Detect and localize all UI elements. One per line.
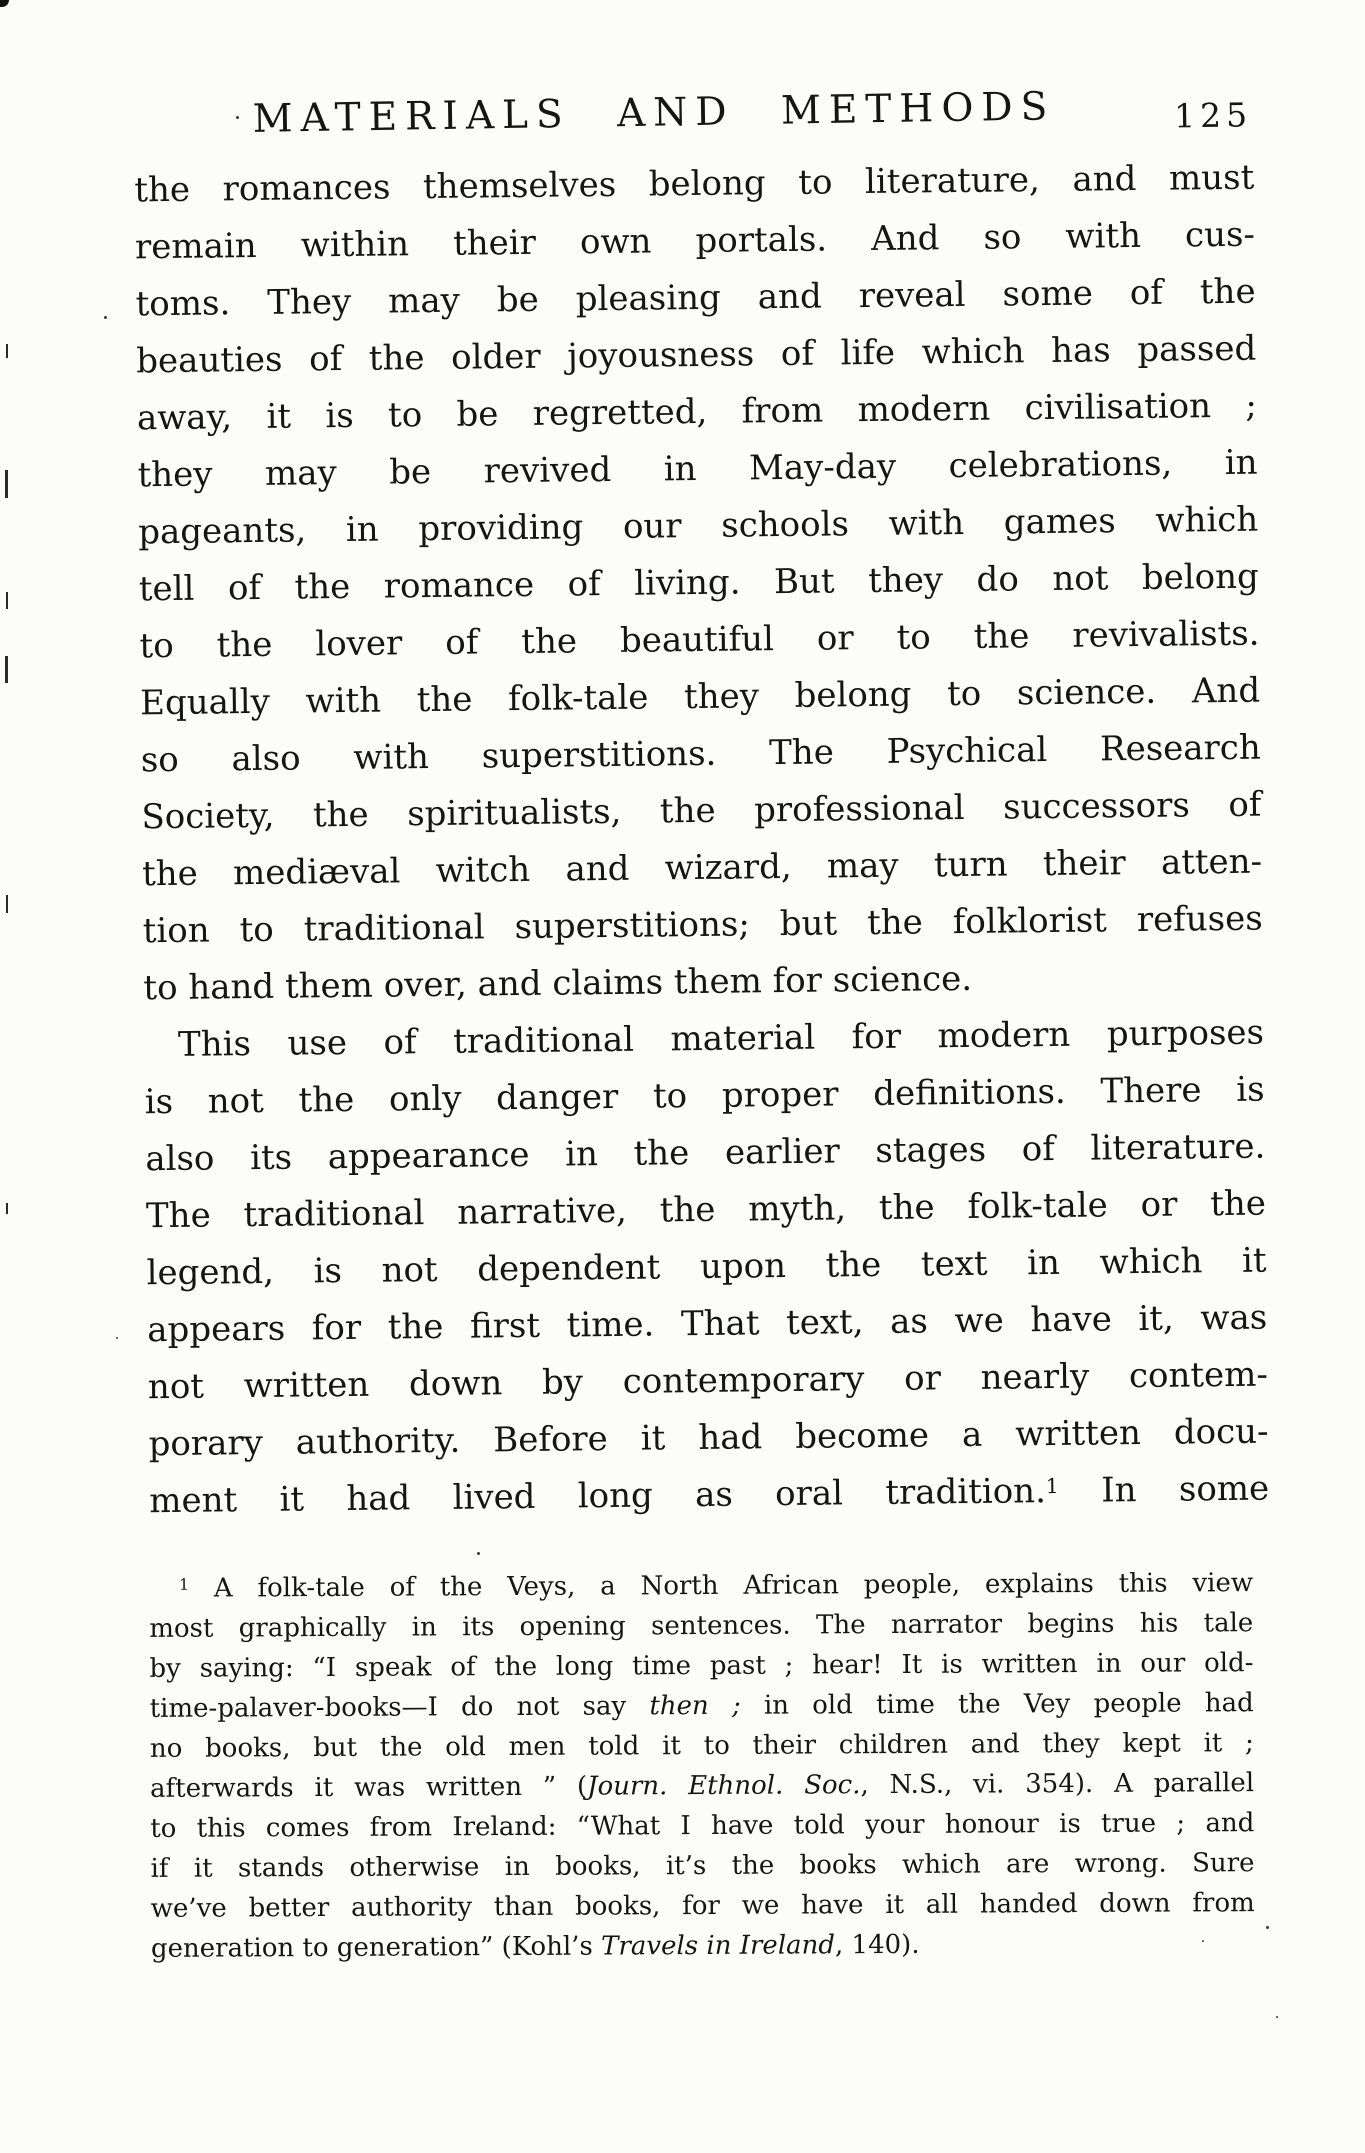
footnote-line: if it stands otherwise in books, it’s the books which are wrong. Sure <box>150 1848 1255 1884</box>
scan-artifact <box>6 1203 8 1214</box>
body-line: the mediæval witch and wizard, may turn their atten- <box>141 841 1263 895</box>
body-line: This use of traditional material for modern purposes <box>177 1012 1265 1065</box>
footnote-line: time-palaver-books—I do not say then ; in old time the Vey people had <box>149 1688 1254 1724</box>
footnote-line: generation to generation” (Kohl’s Travels in Ireland, 140). <box>150 1929 920 1964</box>
footnote-line: to this comes from Ireland: “What I have told your honour is true ; and <box>150 1808 1255 1844</box>
scan-speck <box>116 1337 118 1339</box>
body-line: also its appearance in the earlier stages of literature. <box>145 1126 1266 1180</box>
body-line: porary authority. Before it had become a written docu- <box>148 1411 1269 1465</box>
body-line: beauties of the older joyousness of life which has passed <box>136 328 1257 382</box>
body-line: The traditional narrative, the myth, the folk-tale or the <box>145 1183 1267 1237</box>
scan-speck <box>236 116 239 119</box>
footnote-line: no books, but the old men told it to their children and they kept it ; <box>149 1728 1254 1764</box>
scan-artifact <box>6 895 8 913</box>
footnote-line: we’ve better authority than books, for we have it all handed down from <box>150 1888 1255 1924</box>
scan-speck <box>104 316 107 319</box>
page-number: 125 <box>1173 95 1253 136</box>
scan-artifact <box>6 592 8 609</box>
footnote-line: most graphically in its opening sentences. The narrator begins his tale <box>149 1608 1254 1644</box>
body-line: away, it is to be regretted, from modern civilisation ; <box>136 385 1258 439</box>
body-line: tion to traditional superstitions; but the folklorist refuses <box>142 898 1263 952</box>
scan-speck <box>1266 1926 1269 1929</box>
body-line: appears for the first time. That text, as we have it, was <box>147 1297 1268 1351</box>
scan-artifact <box>6 344 8 358</box>
body-line: pageants, in providing our schools with games which <box>138 499 1259 553</box>
body-line: tell of the romance of living. But they do not belong <box>138 556 1260 610</box>
footnote-line: by saying: “I speak of the long time past ; hear! It is written in our old- <box>149 1648 1254 1684</box>
main-text <box>134 150 1269 1531</box>
scan-artifact <box>5 470 8 498</box>
scan-speck <box>1202 1940 1204 1942</box>
body-line: so also with superstitions. The Psychical Research <box>140 727 1261 781</box>
body-line: legend, is not dependent upon the text in which it <box>146 1240 1267 1294</box>
body-line: not written down by contemporary or nearly contem- <box>147 1354 1269 1408</box>
body-line: Equally with the folk-tale they belong to science. And <box>139 670 1261 724</box>
page-title: MATERIALS AND METHODS <box>252 84 1056 142</box>
footnote <box>149 1563 1255 1969</box>
body-line: toms. They may be pleasing and reveal some of the <box>135 271 1256 325</box>
footnote-line: $^1$ A folk-tale of the Veys, a North African people, explains this view <box>178 1568 1254 1604</box>
body-line: to the lover of the beautiful or to the revivalists. <box>139 613 1260 667</box>
body-line: to hand them over, and claims them for science. <box>143 958 973 1009</box>
running-head <box>134 81 1255 144</box>
body-line: they may be revived in May-day celebrations, in <box>137 442 1258 496</box>
body-line: remain within their own portals. And so with cus- <box>134 214 1256 268</box>
body-line: ment it had lived long as oral tradition.$^1$ In some <box>148 1468 1270 1522</box>
scan-speck <box>1276 2016 1278 2018</box>
body-line: Society, the spiritualists, the professional successors of <box>141 784 1262 838</box>
scan-artifact <box>5 656 8 683</box>
footnote-line: afterwards it was written ” (Journ. Ethnol. Soc., N.S., vi. 354). A parallel <box>150 1768 1255 1804</box>
body-line: the romances themselves belong to literature, and must <box>134 157 1255 211</box>
body-line: is not the only danger to proper definitions. There is <box>144 1069 1265 1123</box>
scan-speck <box>477 1552 480 1555</box>
scan-corner-artifact <box>0 0 9 7</box>
